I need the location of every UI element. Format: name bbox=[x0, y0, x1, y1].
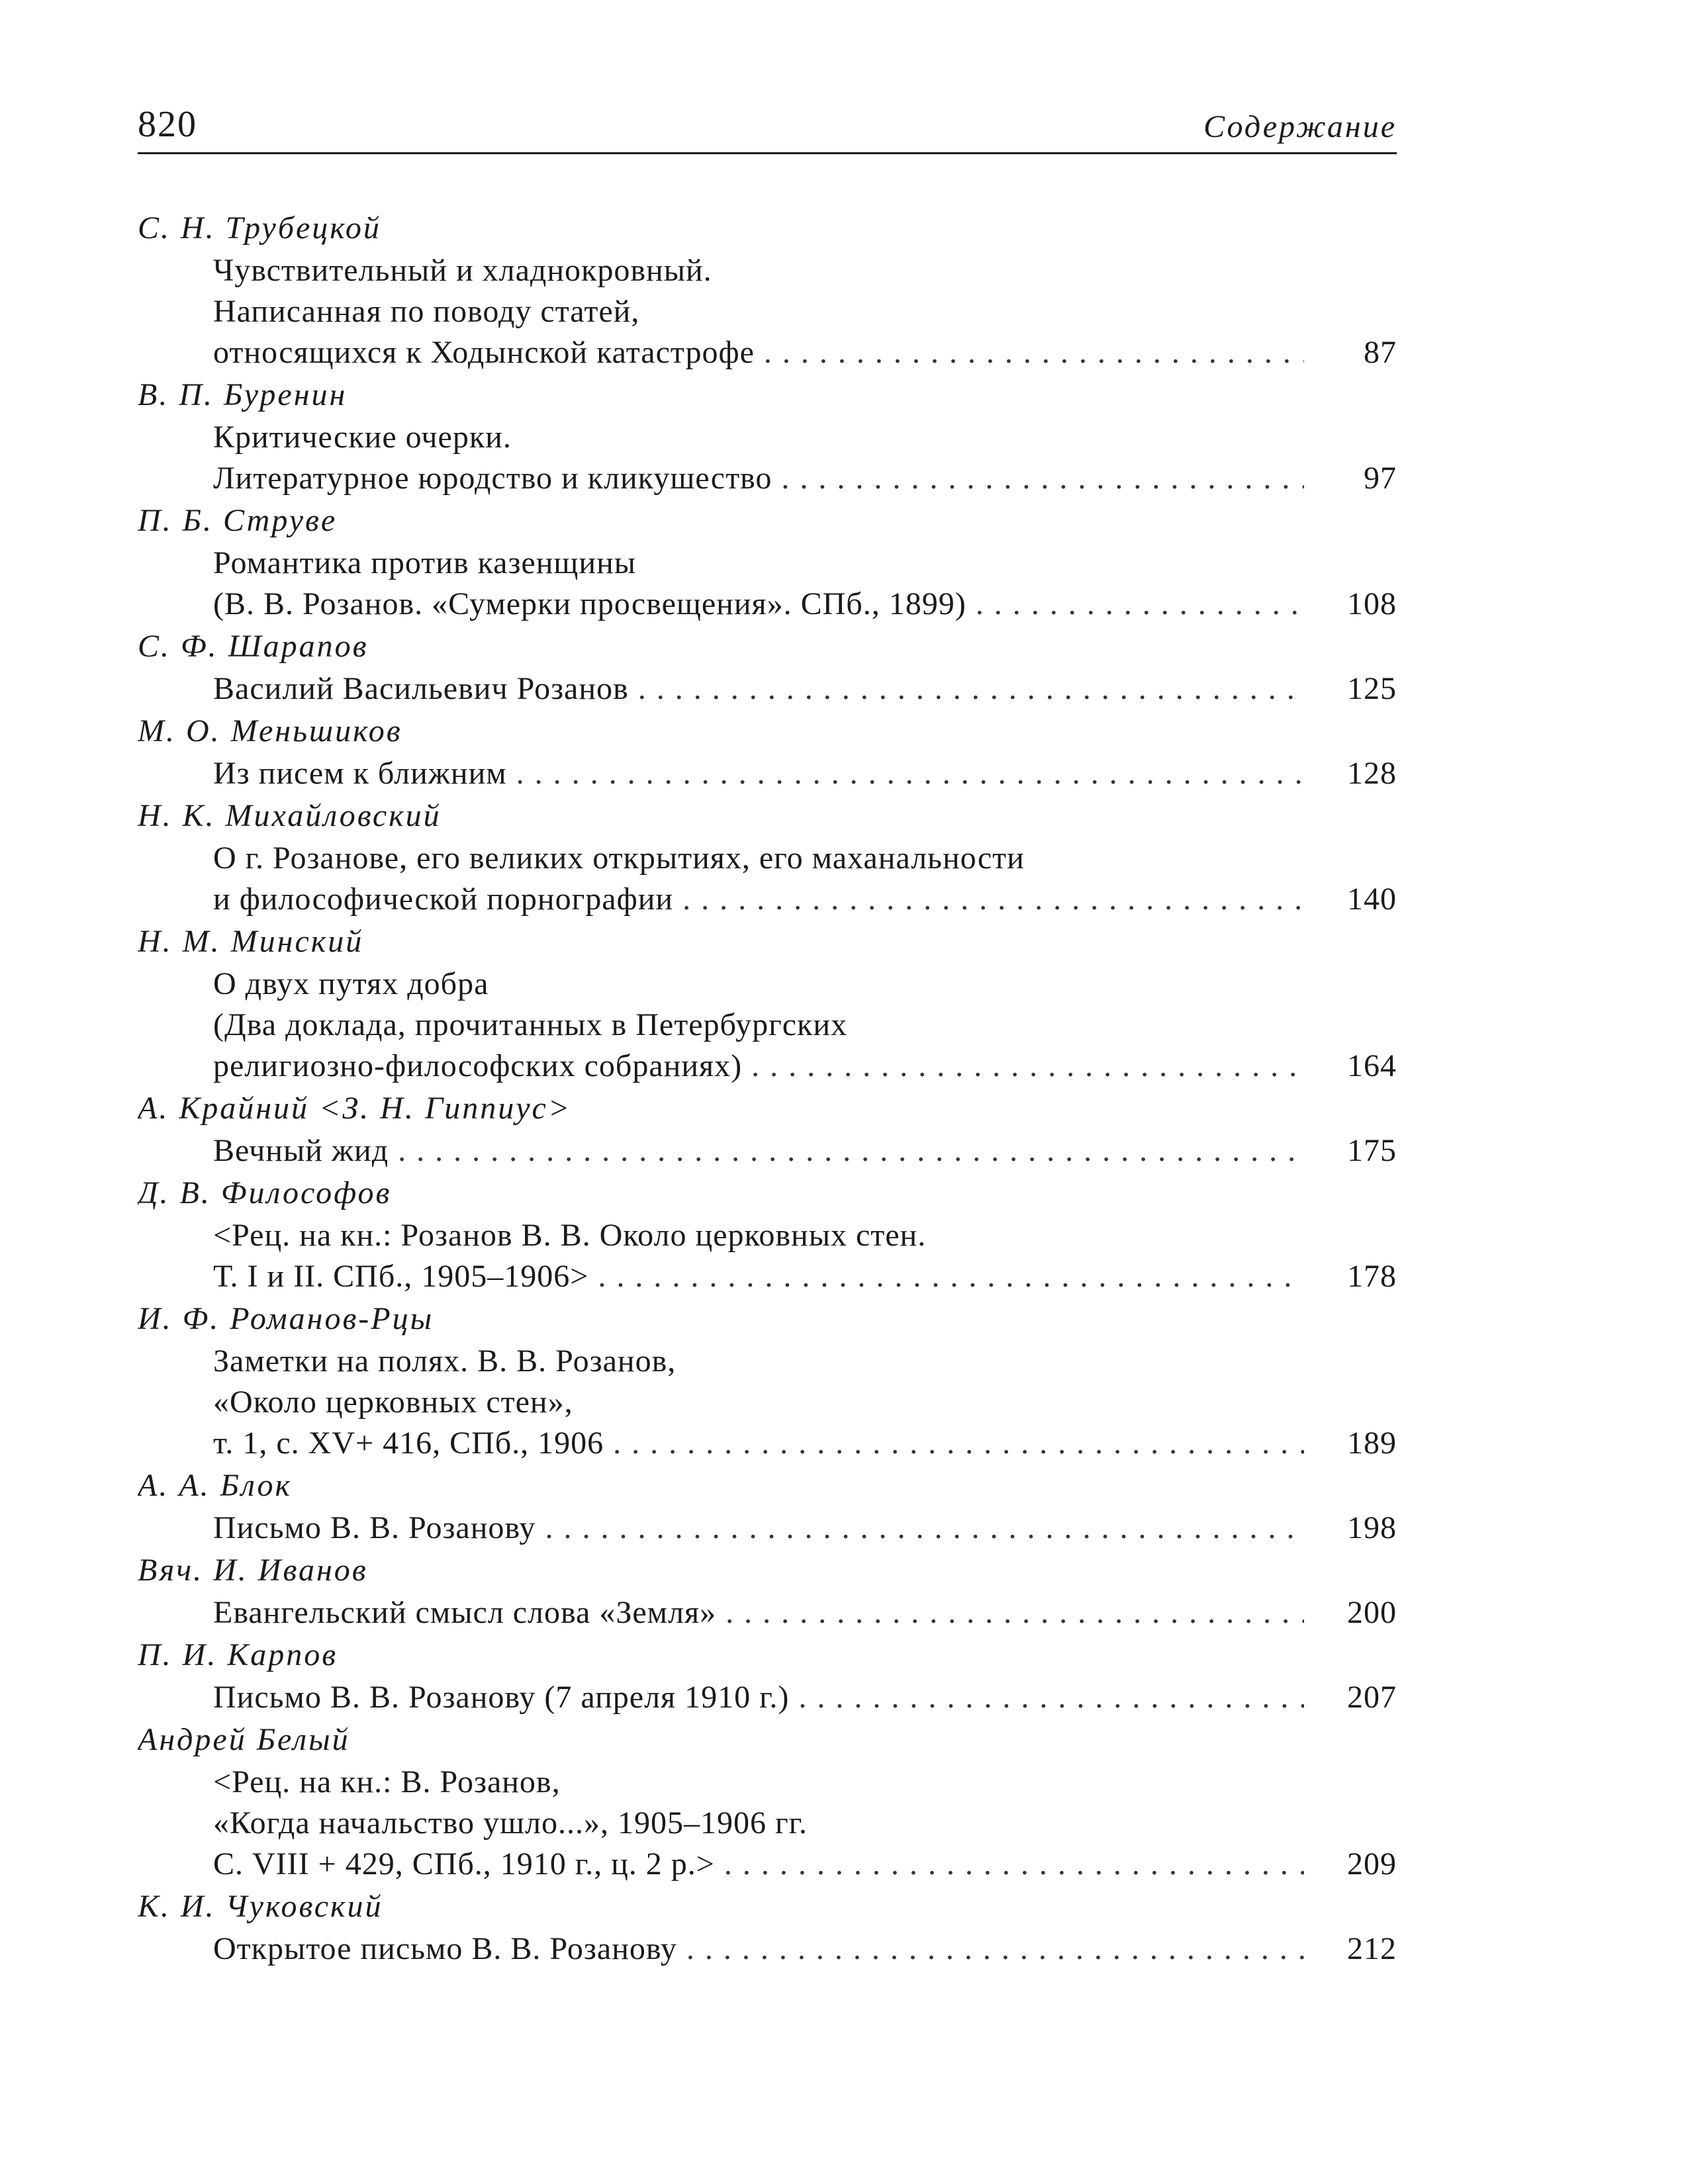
toc-entry bbox=[138, 920, 1397, 1087]
toc-title-line bbox=[138, 964, 1397, 1005]
toc-entry bbox=[138, 1087, 1397, 1171]
toc-page-number: 87 bbox=[1364, 335, 1397, 370]
toc-title-line bbox=[138, 1844, 1397, 1885]
toc-title-line bbox=[138, 1005, 1397, 1046]
toc-title-text: Вечный жид bbox=[213, 1133, 389, 1168]
toc-title-line bbox=[138, 458, 1397, 499]
toc-title-text: Евангельский смысл слова «Земля» bbox=[213, 1595, 717, 1630]
toc-entry bbox=[138, 625, 1397, 709]
toc-title-text: Литературное юродство и кликушество bbox=[213, 461, 773, 496]
toc-title-text: Заметки на полях. В. В. Розанов, bbox=[213, 1343, 677, 1379]
toc-title-text: Романтика против казенщины bbox=[213, 545, 637, 580]
toc-title-text: «Около церковных стен», bbox=[213, 1385, 573, 1420]
toc-entry bbox=[138, 1171, 1397, 1297]
toc-entry bbox=[138, 1633, 1397, 1718]
toc-title-text: Письмо В. В. Розанову (7 апреля 1910 г.) bbox=[213, 1680, 790, 1715]
toc-page-number: 125 bbox=[1347, 671, 1397, 706]
toc-author: Д. В. Философов bbox=[138, 1175, 392, 1210]
toc-title-text: Из писем к ближним bbox=[213, 756, 507, 791]
dot-leader bbox=[638, 668, 1304, 709]
toc-title-text: Василий Васильевич Розанов bbox=[213, 671, 629, 706]
toc-title-text: <Рец. на кн.: В. Розанов, bbox=[213, 1764, 561, 1799]
header-divider bbox=[138, 152, 1397, 154]
toc-title-text: Т. I и II. СПб., 1905–1906> bbox=[213, 1259, 589, 1294]
toc-entry bbox=[138, 499, 1397, 625]
toc-entry bbox=[138, 1549, 1397, 1633]
toc-title-line bbox=[138, 1382, 1397, 1423]
running-title: Содержание bbox=[1203, 109, 1397, 144]
toc-page-number: 140 bbox=[1347, 882, 1397, 917]
toc-title-line bbox=[138, 332, 1397, 373]
toc-author: А. А. Блок bbox=[138, 1468, 292, 1503]
dot-leader bbox=[545, 1508, 1304, 1549]
toc-author: М. О. Меньшиков bbox=[138, 713, 402, 749]
toc-title-text: Письмо В. В. Розанову bbox=[213, 1510, 536, 1545]
toc-title-text: <Рец. на кн.: Розанов В. В. Около церковных стен. bbox=[213, 1218, 927, 1253]
toc-page-number: 189 bbox=[1347, 1426, 1397, 1461]
toc-title-text: О двух путях добра bbox=[213, 966, 489, 1001]
dot-leader bbox=[976, 584, 1304, 625]
toc-entry bbox=[138, 709, 1397, 794]
dot-leader bbox=[764, 332, 1304, 373]
toc-title-text: (В. В. Розанов. «Сумерки просвещения». СПб., 1899) bbox=[213, 586, 966, 621]
toc-title-line bbox=[138, 1341, 1397, 1382]
toc-title-line bbox=[138, 753, 1397, 794]
toc-title-text: (Два доклада, прочитанных в Петербургских bbox=[213, 1007, 848, 1042]
toc-entry bbox=[138, 1885, 1397, 1970]
toc-title-line bbox=[138, 1508, 1397, 1549]
toc-author: Н. К. Михайловский bbox=[138, 798, 442, 833]
dot-leader bbox=[598, 1256, 1304, 1297]
toc-title-line bbox=[138, 1677, 1397, 1718]
toc-title-line bbox=[138, 879, 1397, 920]
toc-entry bbox=[138, 794, 1397, 920]
toc-author: Н. М. Минский bbox=[138, 924, 364, 959]
dot-leader bbox=[613, 1423, 1304, 1464]
toc-title-line bbox=[138, 1423, 1397, 1464]
toc-title-line bbox=[138, 584, 1397, 625]
toc-entry bbox=[138, 1297, 1397, 1464]
toc-page-number: 198 bbox=[1347, 1510, 1397, 1545]
toc-title-line bbox=[138, 250, 1397, 291]
toc-title-line bbox=[138, 291, 1397, 332]
toc-author: П. Б. Струве bbox=[138, 503, 338, 538]
toc-page-number: 207 bbox=[1347, 1680, 1397, 1715]
toc-page-number: 212 bbox=[1347, 1931, 1397, 1966]
toc-page-number: 175 bbox=[1347, 1133, 1397, 1168]
dot-leader bbox=[682, 879, 1304, 920]
toc-title-line bbox=[138, 838, 1397, 879]
toc-title-line bbox=[138, 1256, 1397, 1297]
toc-title-text: религиозно-философских собраниях) bbox=[213, 1048, 743, 1083]
toc-title-line bbox=[138, 1215, 1397, 1256]
toc-page-number: 200 bbox=[1347, 1595, 1397, 1630]
dot-leader bbox=[398, 1130, 1304, 1171]
toc-entry bbox=[138, 1718, 1397, 1885]
toc-title-line bbox=[138, 1929, 1397, 1970]
toc-author: С. Н. Трубецкой bbox=[138, 210, 381, 246]
toc-title-line bbox=[138, 543, 1397, 584]
toc-title-text: и философической порнографии bbox=[213, 882, 674, 917]
toc-title-text: С. VIII + 429, СПб., 1910 г., ц. 2 р.> bbox=[213, 1846, 715, 1882]
toc-title-line bbox=[138, 1592, 1397, 1633]
toc-title-text: Написанная по поводу статей, bbox=[213, 294, 640, 329]
toc-author: П. И. Карпов bbox=[138, 1637, 338, 1672]
page-number: 820 bbox=[138, 104, 197, 145]
dot-leader bbox=[724, 1844, 1304, 1885]
dot-leader bbox=[726, 1592, 1304, 1633]
dot-leader bbox=[751, 1046, 1304, 1087]
toc-page-number: 97 bbox=[1364, 461, 1397, 496]
toc-page-number: 178 bbox=[1347, 1259, 1397, 1294]
toc-title-text: Чувствительный и хладнокровный. bbox=[213, 253, 712, 288]
toc-page-number: 209 bbox=[1347, 1846, 1397, 1882]
toc-page-number: 108 bbox=[1347, 586, 1397, 621]
dot-leader bbox=[798, 1677, 1304, 1718]
toc-entry bbox=[138, 206, 1397, 373]
toc-title-line bbox=[138, 1803, 1397, 1844]
dot-leader bbox=[516, 753, 1304, 794]
toc-author: Андрей Белый bbox=[138, 1722, 350, 1757]
toc-entry bbox=[138, 373, 1397, 499]
dot-leader bbox=[781, 458, 1304, 499]
toc-title-text: Критические очерки. bbox=[213, 420, 512, 455]
toc-title-line bbox=[138, 668, 1397, 709]
toc-page-number: 128 bbox=[1347, 756, 1397, 791]
toc-title-text: т. 1, с. XV+ 416, СПб., 1906 bbox=[213, 1426, 604, 1461]
toc-page-number: 164 bbox=[1347, 1048, 1397, 1083]
toc-author: А. Крайний <З. Н. Гиппиус> bbox=[138, 1091, 572, 1126]
toc-author: С. Ф. Шарапов bbox=[138, 629, 369, 664]
toc-title-line bbox=[138, 1046, 1397, 1087]
toc-title-text: «Когда начальство ушло...», 1905–1906 гг. bbox=[213, 1805, 808, 1841]
toc-entry bbox=[138, 1464, 1397, 1549]
dot-leader bbox=[686, 1929, 1304, 1970]
toc-title-text: Открытое письмо В. В. Розанову bbox=[213, 1931, 677, 1966]
toc-author: К. И. Чуковский bbox=[138, 1889, 383, 1924]
toc-author: Вяч. И. Иванов bbox=[138, 1553, 368, 1588]
toc-title-line bbox=[138, 1762, 1397, 1803]
toc-title-text: О г. Розанове, его великих открытиях, его маханальности bbox=[213, 841, 1025, 876]
toc-title-text: относящихся к Ходынской катастрофе bbox=[213, 335, 755, 370]
toc-title-line bbox=[138, 1130, 1397, 1171]
page-header bbox=[138, 101, 1397, 154]
toc-author: В. П. Буренин bbox=[138, 377, 348, 412]
table-of-contents bbox=[138, 206, 1397, 1970]
toc-title-line bbox=[138, 417, 1397, 458]
toc-author: И. Ф. Романов-Рцы bbox=[138, 1301, 434, 1336]
